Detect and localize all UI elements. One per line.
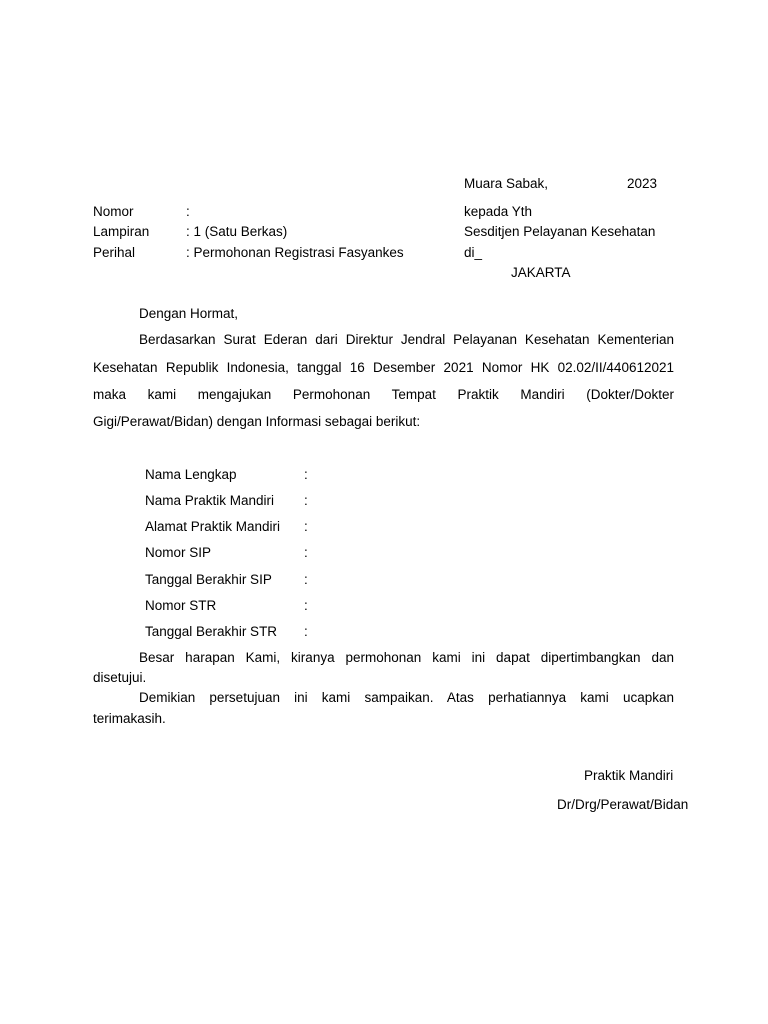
- paragraph-2-line-1: Besar harapan Kami, kiranya permohonan kami ini dapat dipertimbangkan dan: [139, 650, 674, 665]
- field-label-nomor-sip: Nomor SIP: [145, 545, 212, 560]
- field-colon: :: [304, 519, 308, 534]
- lampiran-value: : 1 (Satu Berkas): [186, 224, 288, 239]
- field-colon: :: [304, 545, 308, 560]
- perihal-label: Perihal: [93, 245, 136, 260]
- field-colon: :: [304, 467, 308, 482]
- recipient-city: JAKARTA: [511, 265, 571, 280]
- greeting: Dengan Hormat,: [139, 306, 239, 321]
- letter-year: 2023: [627, 176, 658, 191]
- field-colon: :: [304, 493, 308, 508]
- field-label-tanggal-str: Tanggal Berakhir STR: [145, 624, 278, 639]
- perihal-value: : Permohonan Registrasi Fasyankes: [186, 245, 404, 260]
- field-label-nama-lengkap: Nama Lengkap: [145, 467, 237, 482]
- city-date: Muara Sabak,: [464, 176, 549, 191]
- field-colon: :: [304, 624, 308, 639]
- paragraph-1-line-1: Berdasarkan Surat Ederan dari Direktur Jendral Pelayanan Kesehatan Kementerian: [139, 332, 674, 347]
- field-colon: :: [304, 572, 308, 587]
- field-label-nama-praktik: Nama Praktik Mandiri: [145, 493, 275, 508]
- recipient-line-3: di_: [464, 245, 483, 260]
- nomor-label: Nomor: [93, 204, 134, 219]
- signature-line-1: Praktik Mandiri: [584, 768, 674, 783]
- recipient-line-1: kepada Yth: [464, 204, 533, 219]
- paragraph-1-line-2: Kesehatan Republik Indonesia, tanggal 16 Desember 2021 Nomor HK 02.02/II/440612021: [93, 360, 674, 375]
- field-label-nomor-str: Nomor STR: [145, 598, 217, 613]
- paragraph-3-line-1: Demikian persetujuan ini kami sampaikan. Atas perhatiannya kami ucapkan: [139, 690, 674, 705]
- field-colon: :: [304, 598, 308, 613]
- paragraph-2-line-2: disetujui.: [93, 670, 147, 685]
- field-label-tanggal-sip: Tanggal Berakhir SIP: [145, 572, 272, 587]
- nomor-value: :: [186, 204, 190, 219]
- field-label-alamat-praktik: Alamat Praktik Mandiri: [145, 519, 281, 534]
- signature-line-2: Dr/Drg/Perawat/Bidan: [557, 797, 689, 812]
- paragraph-3-line-2: terimakasih.: [93, 711, 166, 726]
- lampiran-label: Lampiran: [93, 224, 150, 239]
- paragraph-1-line-4: Gigi/Perawat/Bidan) dengan Informasi sebagai berikut:: [93, 414, 421, 429]
- paragraph-1-line-3: maka kami mengajukan Permohonan Tempat Praktik Mandiri (Dokter/Dokter: [93, 387, 674, 402]
- recipient-line-2: Sesditjen Pelayanan Kesehatan: [464, 224, 656, 239]
